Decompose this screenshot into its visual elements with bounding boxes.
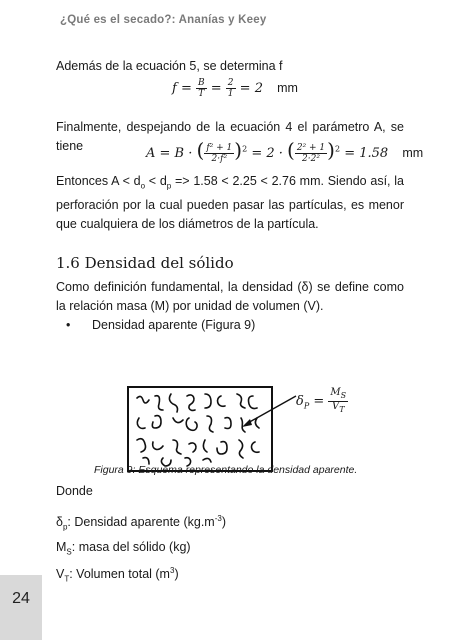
running-header: ¿Qué es el secado?: Ananías y Keey	[60, 14, 267, 26]
para3-mid: < d	[145, 174, 167, 188]
figure-caption: Figura 9: Esquema representando la densidad aparente.	[94, 464, 358, 476]
fig-eq-den: V	[331, 401, 340, 412]
def1-sub: S	[66, 547, 72, 557]
eq1-equals: =	[210, 81, 222, 96]
eq1-lhs: f =	[172, 81, 192, 96]
eq1-rhs: = 2	[239, 81, 263, 96]
eq2-lhs: A = B ·	[146, 146, 193, 161]
paragraph-2: Finalmente, despejando de la ecuación 4 el parámetro A, se tiene	[56, 120, 404, 153]
para3-sub-o: o	[140, 181, 146, 191]
def2-tail: )	[174, 567, 179, 582]
eq2-rhs: = 1.58	[344, 146, 389, 161]
def2-text: : Volumen total (m	[69, 567, 170, 582]
para3-rest: => 1.58 < 2.25 < 2.76 mm. Siendo así, la perforación por la cual pueden pasar las partículas, es menor que cualquiera de los diámetros de la partícula.	[56, 174, 404, 231]
fig-eq-num: M	[330, 387, 341, 398]
section-title: 1.6 Densidad del sólido	[56, 254, 234, 272]
def2-sup: 3	[169, 566, 175, 575]
left-margin	[0, 0, 42, 640]
def0-sup: -3	[214, 514, 222, 523]
eq2-frac2: $\frac{\text{2² + 1}}{\text{2·2²}}$	[296, 143, 326, 164]
eq2-frac1: $\frac{\text{f² + 1}}{\text{2·f²}}$	[206, 143, 233, 164]
para3-prefix: Entonces A < d	[56, 174, 141, 188]
def2-sym: V	[56, 567, 65, 582]
equation-f	[172, 78, 298, 99]
fig-eq-delta-sub: P	[303, 401, 310, 411]
def0-sub: p	[62, 522, 68, 532]
definition-density	[56, 514, 226, 532]
eq1-frac2: $\frac{2}{1}$	[227, 78, 234, 99]
density-equation	[296, 388, 348, 415]
fig-eq-equals: =	[313, 394, 325, 409]
fig-eq-frac	[328, 388, 348, 415]
eq2-mid: = 2 ·	[251, 146, 283, 161]
eq1-unit: mm	[277, 81, 298, 95]
bullet-text: Densidad aparente (Figura 9)	[92, 318, 256, 332]
def0-tail: )	[221, 515, 227, 530]
fig-eq-den-sub: T	[339, 405, 345, 414]
def2-sub: T	[64, 574, 70, 584]
arrow-icon	[236, 392, 300, 432]
def1-text: : masa del sólido (kg)	[71, 540, 191, 554]
bullet-marker: •	[66, 318, 71, 332]
paragraph-3	[56, 172, 404, 234]
paragraph-1-text: Además de la ecuación 5, se determina f	[56, 59, 283, 73]
donde-label: Donde	[56, 484, 93, 498]
page-number: 24	[12, 590, 30, 607]
definition-volume	[56, 566, 179, 584]
equation-A: A = B · ( $\frac{\text{f² + 1}}{\text{2·f²}}$ )$^2$ = 2 · ( $\frac{\text{2² + 1}}{\text{2·2²}}$ )$^2$ = 1.58 mm	[146, 138, 424, 164]
def0-sym: δ	[56, 515, 63, 530]
paragraph-1	[56, 57, 404, 76]
eq2-unit: mm	[402, 146, 424, 160]
eq1-frac1: $\frac{B}{T}$	[197, 78, 205, 99]
para3-sub-p: p	[166, 181, 172, 191]
paragraph-4: Como definición fundamental, la densidad (δ) se define como la relación masa (M) por unidad de volumen (V).	[56, 280, 404, 313]
fig-eq-delta: δ	[296, 394, 304, 409]
def0-text: : Densidad aparente (kg.m	[67, 515, 215, 530]
def1-sym: M	[56, 540, 67, 554]
definition-mass	[56, 540, 191, 557]
fig-eq-num-sub: S	[340, 391, 347, 400]
